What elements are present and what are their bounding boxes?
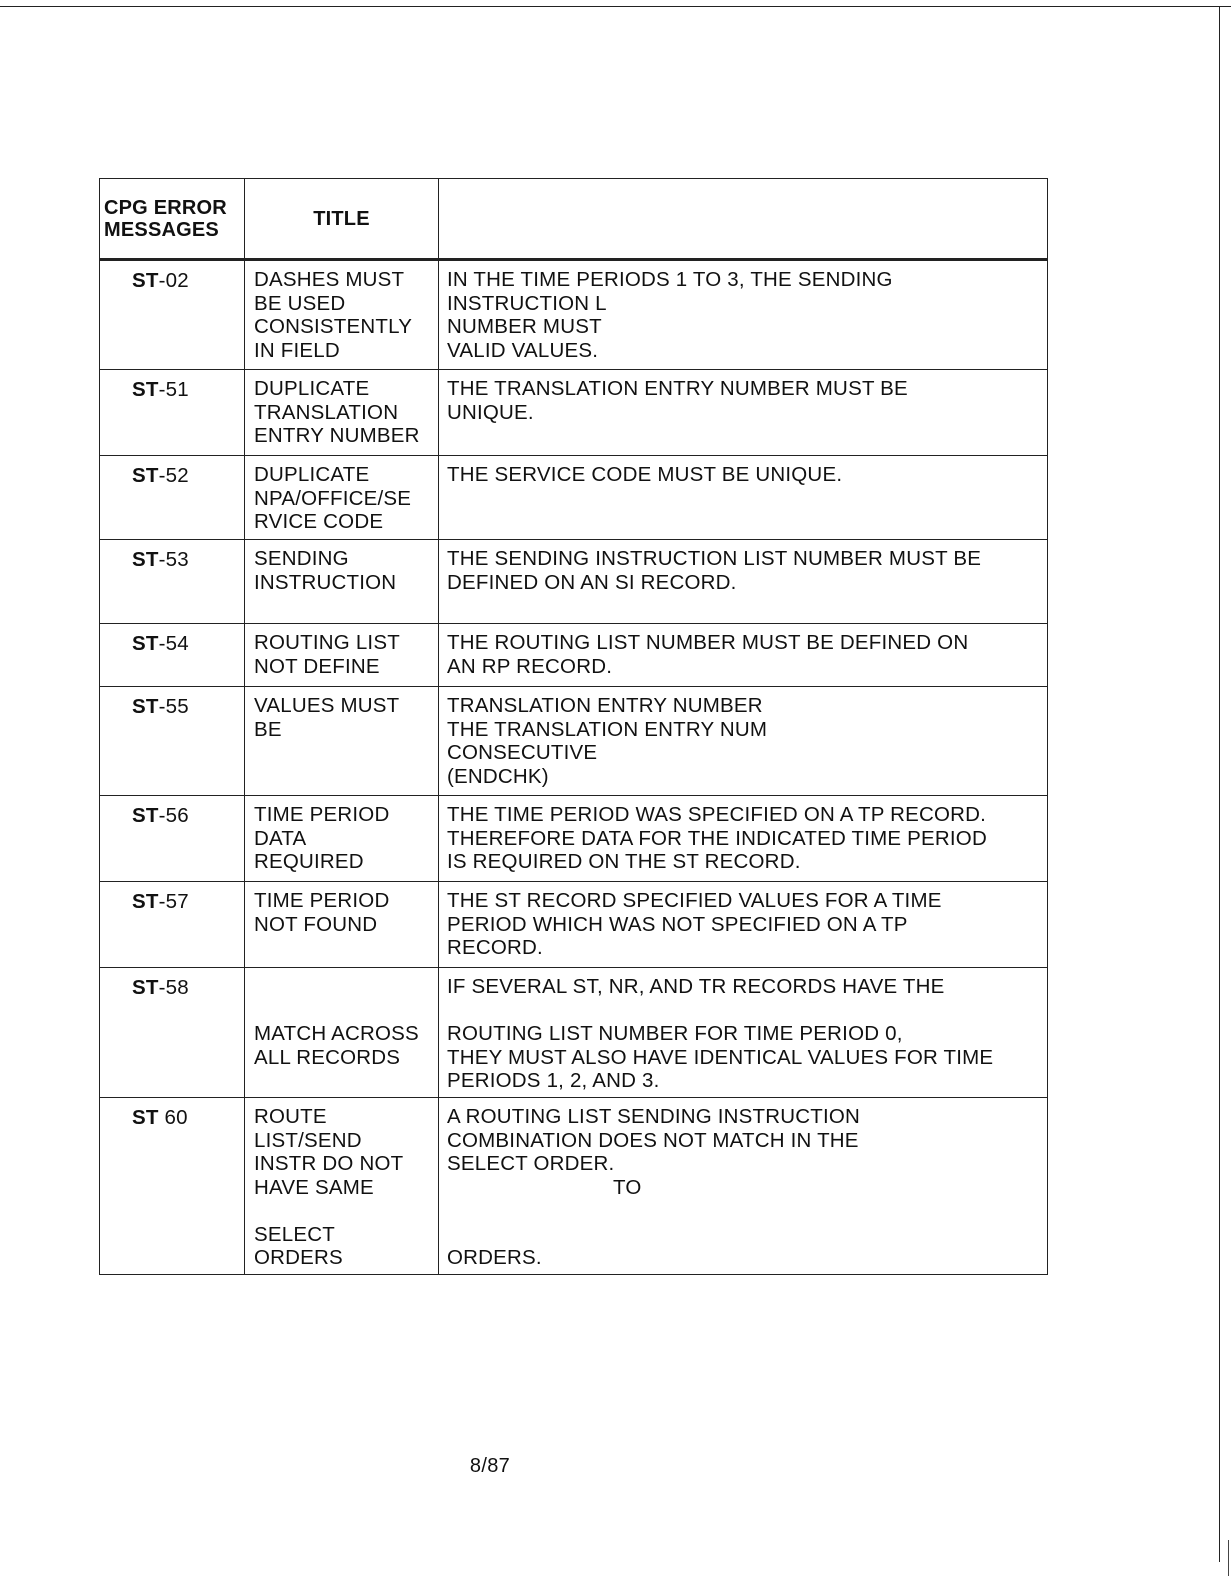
header-cpg-error-messages	[100, 179, 245, 260]
description-line: TRANSLATION ENTRY NUMBER	[447, 694, 763, 717]
table-row	[100, 260, 1048, 370]
error-code-number: -56	[158, 804, 189, 827]
description-line: THEREFORE DATA FOR THE INDICATED TIME PERIOD	[447, 826, 987, 850]
title-line: NOT FOUND	[254, 912, 378, 936]
error-code-prefix: ST	[132, 976, 159, 999]
table-body	[100, 260, 1048, 1275]
title-line: DASHES MUST	[254, 268, 405, 291]
title-line: DUPLICATE	[254, 377, 370, 400]
description-line: COMBINATION DOES NOT MATCH IN THE	[447, 1128, 859, 1152]
title-line: NOT DEFINE	[254, 654, 380, 678]
error-title-cell	[245, 687, 439, 796]
error-description-cell	[439, 624, 1048, 687]
description-line: IS REQUIRED ON THE ST RECORD.	[447, 850, 801, 873]
title-line: RVICE CODE	[254, 510, 384, 533]
description-line: SELECT ORDER.	[447, 1152, 615, 1175]
error-description-cell	[439, 968, 1048, 1098]
description-line: THE TRANSLATION ENTRY NUM	[447, 717, 768, 741]
error-title-cell	[245, 882, 439, 968]
error-title-cell	[245, 1098, 439, 1275]
title-line: CONSISTENTLY	[254, 315, 413, 338]
error-code-cell	[100, 624, 245, 687]
header-title: TITLE	[245, 179, 439, 260]
error-description-cell	[439, 1098, 1048, 1275]
error-code-prefix: ST	[132, 1106, 159, 1129]
error-title-cell	[245, 260, 439, 370]
table-row	[100, 968, 1048, 1098]
title-line	[254, 999, 430, 1023]
error-title-cell	[245, 796, 439, 882]
right-border-line	[1219, 6, 1220, 1562]
error-description-cell	[439, 456, 1048, 540]
table-row	[100, 882, 1048, 968]
header-code-line-2: MESSAGES	[104, 218, 219, 241]
error-code-number: -02	[158, 269, 189, 292]
description-line: CONSECUTIVE	[447, 741, 598, 764]
error-code-prefix: ST	[132, 378, 159, 401]
description-line: THE SERVICE CODE MUST BE UNIQUE.	[447, 463, 843, 486]
title-line: VALUES MUST	[254, 694, 400, 717]
description-line: THE SENDING INSTRUCTION LIST NUMBER MUST BE	[447, 547, 982, 570]
table-row	[100, 370, 1048, 456]
error-messages-table	[99, 178, 1048, 1275]
description-line: IF SEVERAL ST, NR, AND TR RECORDS HAVE THE	[447, 975, 945, 998]
error-code-prefix: ST	[132, 632, 159, 655]
error-description-cell	[439, 370, 1048, 456]
page-number: 8/87	[469, 1455, 511, 1477]
error-description-cell	[439, 540, 1048, 624]
title-line	[254, 1199, 430, 1223]
table-row	[100, 687, 1048, 796]
error-code-prefix: ST	[132, 269, 159, 292]
error-code-number: -58	[158, 976, 189, 999]
title-line: MATCH ACROSS	[254, 1022, 419, 1045]
description-line: TO	[613, 1175, 642, 1199]
error-code-number: -54	[158, 632, 189, 655]
title-line: BE	[254, 717, 282, 741]
error-title-cell	[245, 540, 439, 624]
error-title-cell	[245, 456, 439, 540]
error-code-prefix: ST	[132, 890, 159, 913]
title-line: LIST/SEND	[254, 1128, 362, 1152]
error-description-cell	[439, 882, 1048, 968]
error-code-number: -57	[158, 890, 189, 913]
corner-mark	[1228, 1540, 1229, 1576]
error-title-cell	[245, 968, 439, 1098]
error-code-number: 60	[158, 1106, 188, 1129]
title-line: ORDERS	[254, 1246, 343, 1269]
error-code-cell	[100, 882, 245, 968]
description-line: A ROUTING LIST SENDING INSTRUCTION	[447, 1105, 861, 1128]
error-code-cell	[100, 540, 245, 624]
error-code-cell	[100, 456, 245, 540]
error-code-number: -55	[158, 695, 189, 718]
error-code-prefix: ST	[132, 804, 159, 827]
title-line: TIME PERIOD	[254, 803, 390, 826]
description-line: THEY MUST ALSO HAVE IDENTICAL VALUES FOR TIME	[447, 1045, 994, 1069]
description-line: VALID VALUES.	[447, 338, 599, 362]
title-line: DUPLICATE	[254, 463, 370, 486]
table-row	[100, 624, 1048, 687]
error-code-number: -53	[158, 548, 189, 571]
description-line: PERIOD WHICH WAS NOT SPECIFIED ON A TP	[447, 912, 908, 936]
header-code-line-1: CPG ERROR	[104, 196, 227, 219]
error-description-cell	[439, 687, 1048, 796]
title-line: HAVE SAME	[254, 1175, 374, 1199]
description-line: IN THE TIME PERIODS 1 TO 3, THE SENDING	[447, 268, 893, 291]
error-code-prefix: ST	[132, 695, 159, 718]
top-border-line	[0, 6, 1231, 7]
description-line: RECORD.	[447, 936, 543, 959]
description-line	[447, 1199, 1039, 1223]
error-title-cell	[245, 370, 439, 456]
description-line: ORDERS.	[447, 1246, 542, 1269]
title-line: ROUTING LIST	[254, 631, 400, 654]
table-row	[100, 1098, 1048, 1275]
description-line: (ENDCHK)	[447, 764, 549, 788]
error-title-cell	[245, 624, 439, 687]
title-line: SENDING	[254, 547, 349, 570]
title-line: BE USED	[254, 291, 346, 315]
title-line: INSTR DO NOT	[254, 1152, 404, 1175]
description-line: UNIQUE.	[447, 400, 534, 424]
description-line: DEFINED ON AN SI RECORD.	[447, 570, 737, 594]
error-code-number: -52	[158, 464, 189, 487]
header-row	[100, 179, 1048, 260]
description-line: NUMBER MUST	[447, 315, 602, 338]
table-row	[100, 540, 1048, 624]
title-line: IN FIELD	[254, 338, 340, 362]
error-code-cell	[100, 1098, 245, 1275]
table-row	[100, 796, 1048, 882]
title-line: REQUIRED	[254, 850, 364, 873]
title-line: SELECT	[254, 1222, 335, 1246]
error-code-cell	[100, 370, 245, 456]
title-line	[254, 975, 430, 999]
title-line: ROUTE	[254, 1105, 327, 1128]
error-code-number: -51	[158, 378, 189, 401]
description-line	[447, 1223, 1039, 1247]
title-line: INSTRUCTION	[254, 570, 397, 594]
description-line: THE ROUTING LIST NUMBER MUST BE DEFINED ON	[447, 631, 969, 654]
description-line: PERIODS 1, 2, AND 3.	[447, 1069, 660, 1092]
title-line: DATA	[254, 826, 307, 850]
description-line: INSTRUCTION L	[447, 291, 607, 315]
error-code-cell	[100, 260, 245, 370]
title-line: TRANSLATION	[254, 400, 399, 424]
error-code-cell	[100, 687, 245, 796]
title-line: ALL RECORDS	[254, 1045, 401, 1069]
description-line: THE ST RECORD SPECIFIED VALUES FOR A TIME	[447, 889, 942, 912]
description-line: ROUTING LIST NUMBER FOR TIME PERIOD 0,	[447, 1022, 903, 1045]
title-line: TIME PERIOD	[254, 889, 390, 912]
error-description-cell	[439, 796, 1048, 882]
title-line: NPA/OFFICE/SE	[254, 486, 412, 510]
description-line: AN RP RECORD.	[447, 654, 613, 678]
description-line	[447, 999, 1039, 1023]
description-line: THE TIME PERIOD WAS SPECIFIED ON A TP RECORD.	[447, 803, 987, 826]
table-row	[100, 456, 1048, 540]
error-code-prefix: ST	[132, 464, 159, 487]
header-description	[439, 179, 1048, 260]
description-line: THE TRANSLATION ENTRY NUMBER MUST BE	[447, 377, 908, 400]
error-code-cell	[100, 968, 245, 1098]
title-line: ENTRY NUMBER	[254, 424, 420, 447]
error-description-cell	[439, 260, 1048, 370]
error-code-cell	[100, 796, 245, 882]
error-code-prefix: ST	[132, 548, 159, 571]
